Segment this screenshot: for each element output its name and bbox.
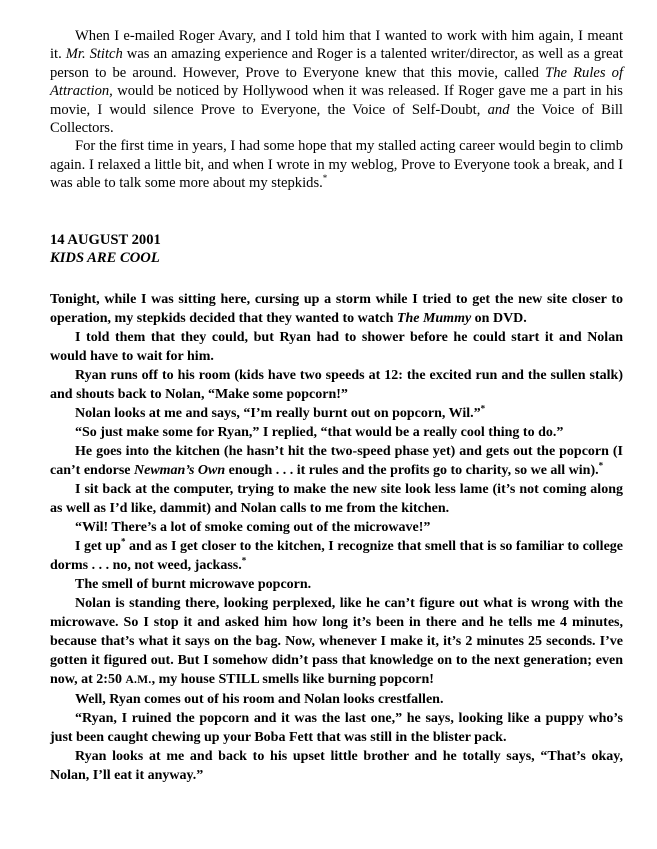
entry-heading: [50, 231, 623, 268]
paragraph: I get up* and as I get closer to the kitchen, I recognize that smell that is so familiar to college dorms . . . no, not weed, jackass.*: [50, 536, 623, 574]
paragraph: I told them that they could, but Ryan had to shower before he could start it and Nolan would have to wait for him.: [50, 330, 623, 365]
paragraph: Tonight, while I was sitting here, cursing up a storm while I tried to get the new site closer to operation, my stepkids decided that they wanted to watch The Mummy on DVD.: [50, 292, 623, 327]
intro-section: [50, 27, 623, 193]
italic-text: Mr. Stitch: [65, 46, 123, 63]
paragraph: Nolan looks at me and says, “I’m really burnt out on popcorn, Wil.”*: [75, 403, 486, 422]
paragraph: Well, Ryan comes out of his room and Nolan looks crestfallen.: [75, 692, 444, 708]
paragraph: Nolan is standing there, looking perplexed, like he can’t figure out what is wrong with the microwave. So I stop it and asked him how long it’s been in there and he tells me 4 minutes, because that’s what it says on the bag. Now, whenever I make it, it’s 2 minutes 25 seconds. I’ve gotten it figured out. But I somehow didn’t pass that knowledge on to the next generation; even now, at 2:50 A.M., my house STILL smells like burning popcorn!: [50, 596, 623, 688]
paragraph: For the first time in years, I had some hope that my stalled acting career would begin to climb again. I relaxed a little bit, and when I wrote in my weblog, Prove to Everyone took a break, and I was able to talk some more about my stepkids.*: [50, 138, 623, 192]
smallcaps-text: A.M.: [125, 674, 152, 687]
entry-section: [50, 290, 623, 785]
paragraph: He goes into the kitchen (he hasn’t hit the two-speed phase yet) and gets out the popcorn (I can’t endorse Newman’s Own enough . . . it rules and the profits go to charity, so we all win).*: [50, 444, 623, 479]
footnote-marker: *: [480, 403, 486, 414]
italic-text: and: [487, 101, 510, 118]
paragraph: Ryan looks at me and back to his upset little brother and he totally says, “That’s okay, Nolan, I’ll eat it anyway.”: [50, 749, 623, 784]
entry-date: 14 AUGUST 2001: [50, 231, 161, 248]
paragraph: Ryan runs off to his room (kids have two speeds at 12: the excited run and the sullen stalk) and shouts back to Nolan, “Make some popcorn!”: [50, 368, 623, 403]
italic-text: The Mummy: [396, 311, 472, 327]
paragraph: When I e-mailed Roger Avary, and I told him that I wanted to work with him again, I meant it. Mr. Stitch was an amazing experience and Roger is a talented writer/director, as well as a great person to be around. However, Prove to Everyone knew that this movie, called The Rules of Attraction, would be noticed by Hollywood when it was released. If Roger gave me a part in his movie, I would silence Prove to Everyone, the Voice of Self-Doubt, and the Voice of Bill Collectors.: [50, 28, 624, 137]
paragraph: I sit back at the computer, trying to make the new site look less lame (it’s not coming along as well as I’d like, dammit) and Nolan calls to me from the kitchen.: [50, 482, 623, 517]
paragraph: “So just make some for Ryan,” I replied, “that would be a really cool thing to do.”: [75, 425, 564, 441]
paragraph: “Ryan, I ruined the popcorn and it was the last one,” he says, looking like a puppy who’s just been caught chewing up your Boba Fett that was still in the blister pack.: [50, 711, 623, 746]
italic-text: Newman’s Own: [134, 463, 226, 479]
entry-title: KIDS ARE COOL: [50, 250, 160, 267]
italic-text: The Rules of Attraction,: [50, 64, 624, 100]
footnote-marker: *: [322, 173, 328, 184]
paragraph: “Wil! There’s a lot of smoke coming out of the microwave!”: [75, 520, 431, 536]
footnote-marker: *: [598, 460, 604, 471]
footnote-marker: *: [120, 536, 126, 547]
footnote-marker: *: [241, 555, 247, 566]
paragraph: The smell of burnt microwave popcorn.: [75, 577, 312, 593]
